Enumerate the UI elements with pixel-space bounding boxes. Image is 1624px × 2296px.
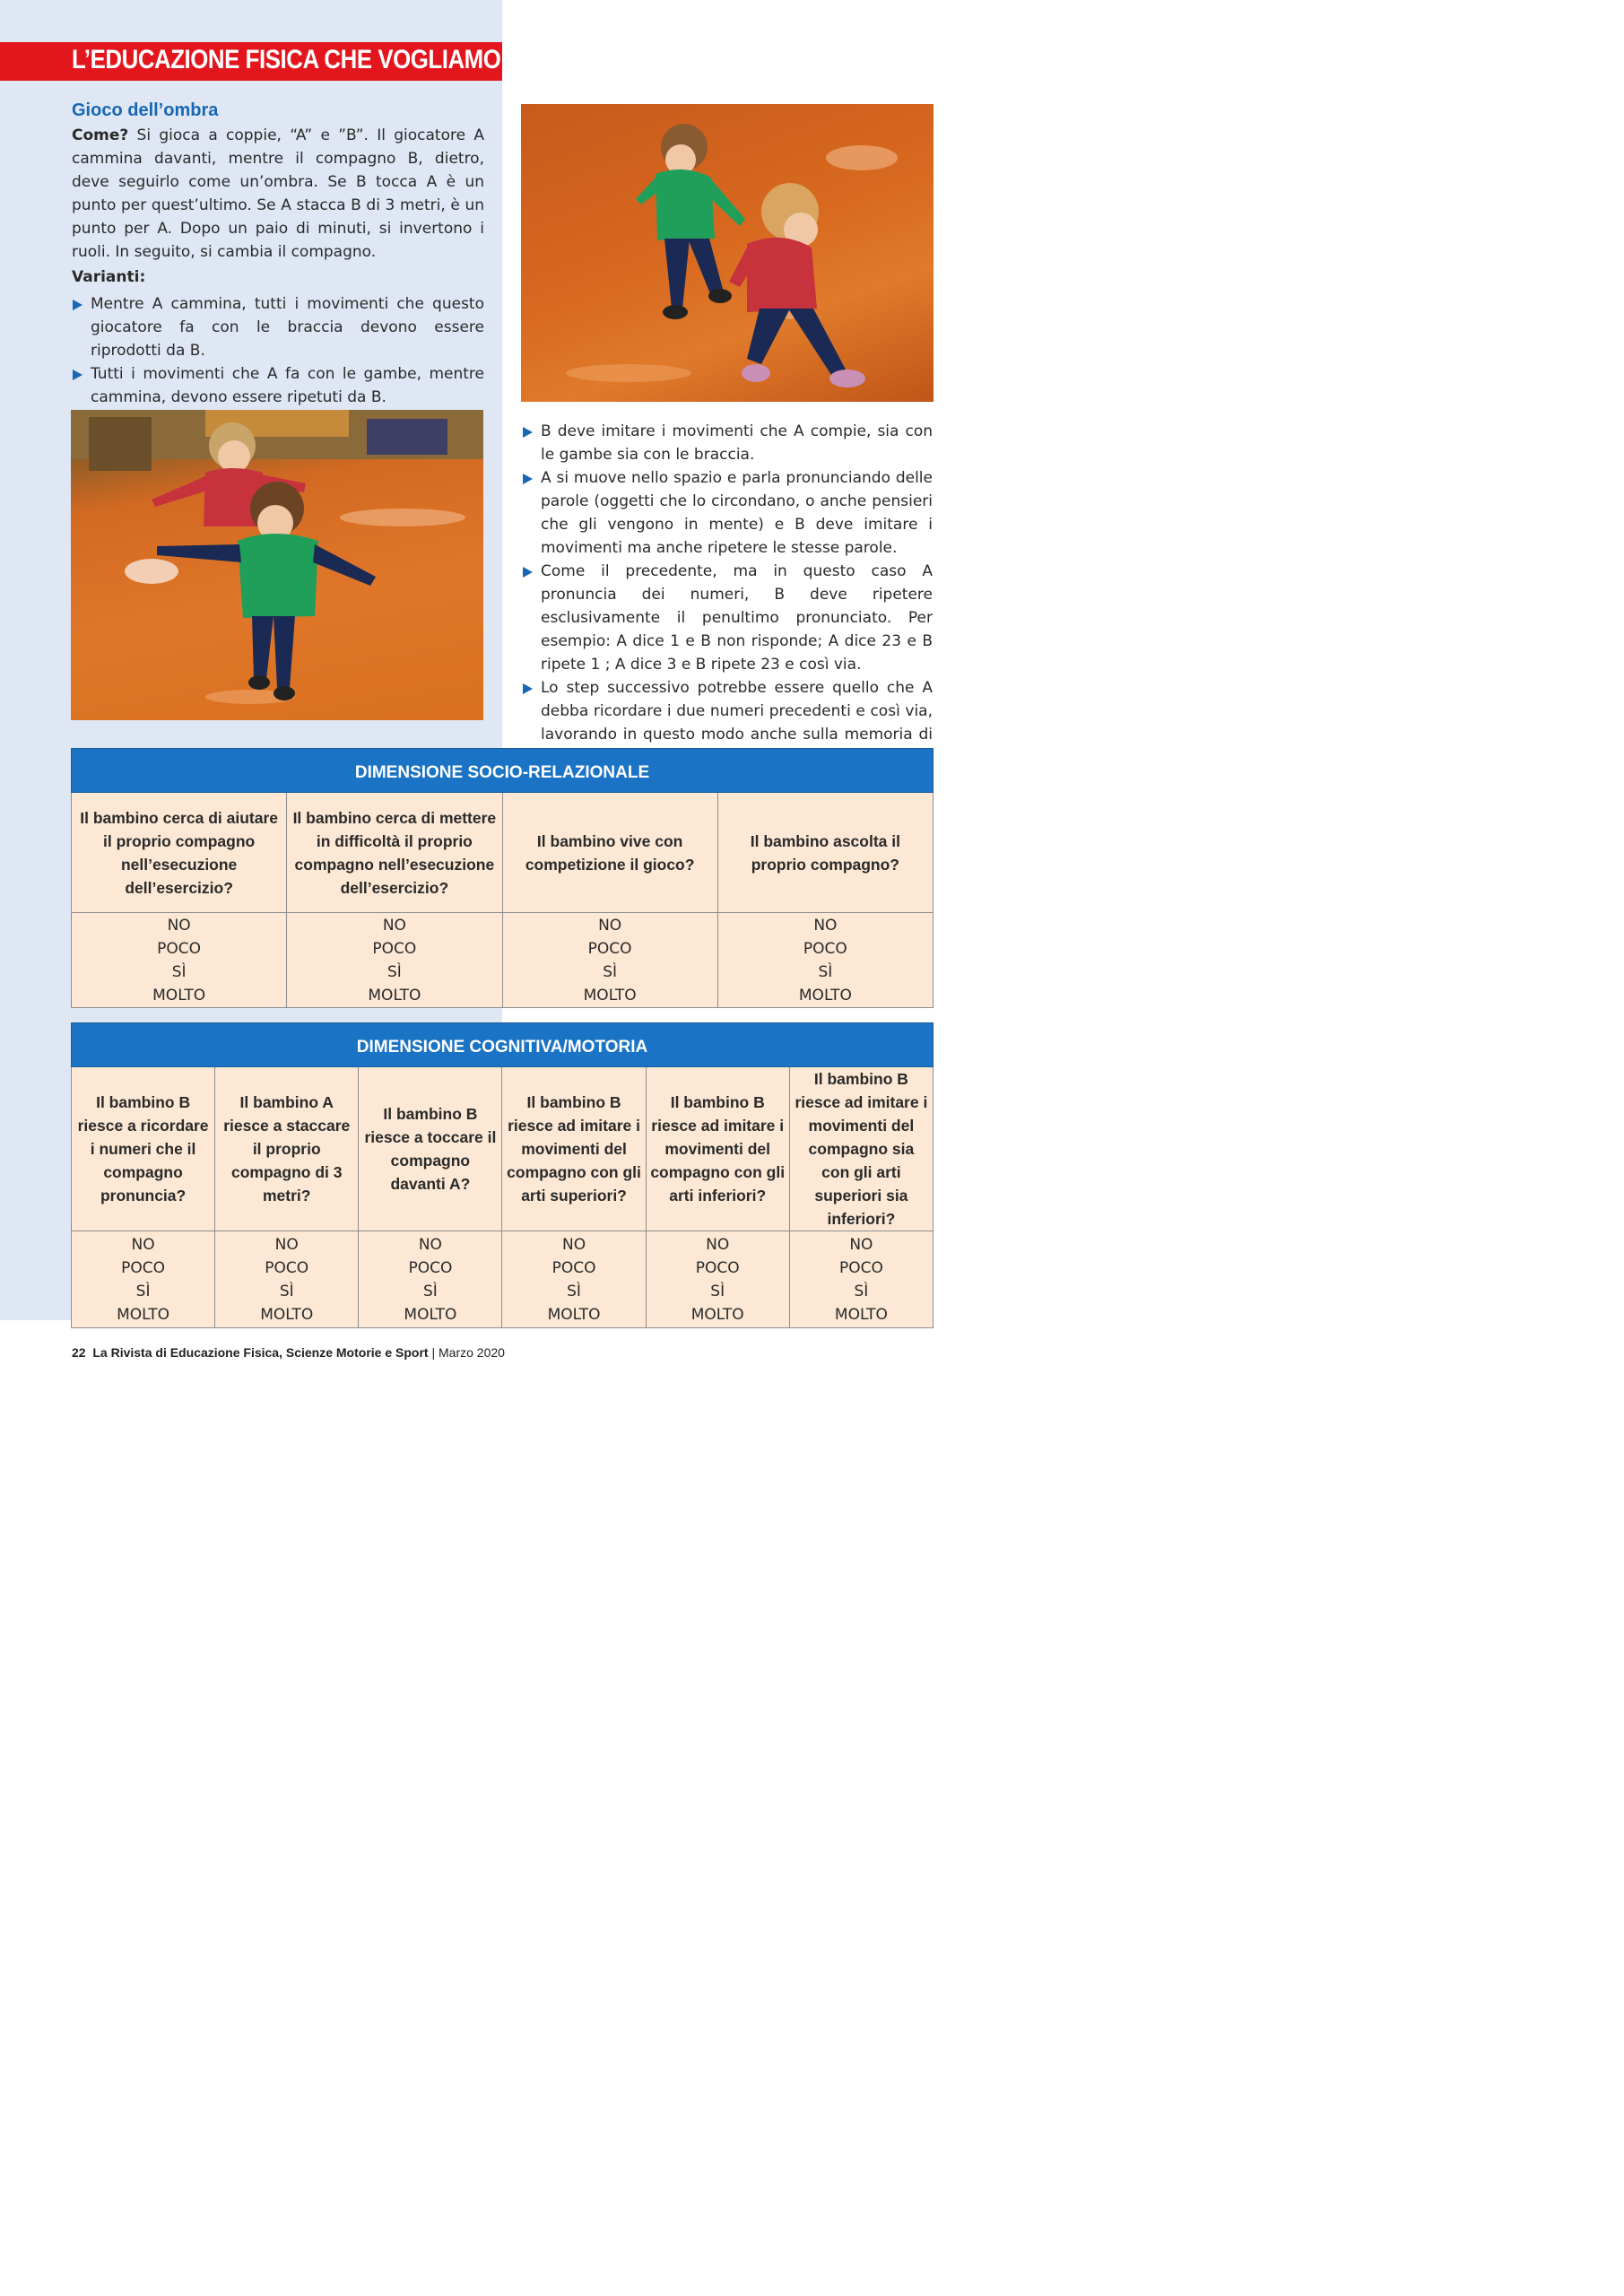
variant-item: Mentre A cammina, tutti i movimenti che questo giocatore fa con le braccia devono essere riprodotti da B. (72, 292, 484, 362)
table-question: Il bambino ascolta il proprio compagno? (717, 793, 933, 913)
bullet-triangle-icon (523, 474, 533, 484)
issue-date: Marzo 2020 (439, 1345, 505, 1360)
bullet-triangle-icon (523, 427, 533, 438)
answer-options: NO POCO SÌ MOLTO (502, 913, 717, 1008)
table-cognitiva-motoria (71, 1022, 934, 1328)
answer-options: NO POCO SÌ MOLTO (215, 1231, 359, 1328)
variant-item: Lo step successivo potrebbe essere quello che A debba ricordare i due numeri precedenti e così via, lavorando in questo modo anche sulla memoria di (522, 676, 933, 770)
table-question: Il bambino B riesce ad imitare i movimenti del compagno con gli arti superiori? (502, 1067, 646, 1231)
magazine-name: La Rivista di Educazione Fisica, Scienze Motorie e Sport (92, 1345, 429, 1360)
how-text: Si gioca a coppie, “A” e ”B”. Il giocatore A cammina davanti, mentre il compagno B, dietro, deve seguirlo come un’ombra. Se B tocca A è un punto per quest’ultimo. Se A stacca B di 3 metri, è un punto per A. Dopo un paio di minuti, si invertono i ruoli. In seguito, si cambia il compagno. (72, 126, 484, 261)
bullet-triangle-icon (73, 300, 83, 310)
photo-children-shadow-game (521, 104, 934, 402)
table-title: DIMENSIONE COGNITIVA/MOTORIA (72, 1023, 934, 1067)
page-number: 22 (72, 1345, 86, 1360)
answer-options: NO POCO SÌ MOLTO (72, 1231, 215, 1328)
answer-options: NO POCO SÌ MOLTO (72, 913, 287, 1008)
table-question: Il bambino B riesce a ricordare i numeri che il compagno pronuncia? (72, 1067, 215, 1231)
answer-options: NO POCO SÌ MOLTO (287, 913, 502, 1008)
page-footer (72, 1345, 505, 1360)
table-question: Il bambino cerca di mettere in difficoltà il proprio compagno nell’esecuzione dell’esercizio? (287, 793, 502, 913)
variant-item: Tutti i movimenti che A fa con le gambe, mentre cammina, devono essere ripetuti da B. (72, 362, 484, 409)
table-question: Il bambino B riesce ad imitare i movimenti del compagno con gli arti inferiori? (646, 1067, 789, 1231)
variant-item: A si muove nello spazio e parla pronunciando delle parole (oggetti che lo circondano, o anche pensieri che gli vengono in mente) e B deve imitare i movimenti ma anche ripetere le stesse parole. (522, 466, 933, 560)
footer-separator: | (428, 1345, 439, 1360)
variant-item: B deve imitare i movimenti che A compie, sia con le gambe sia con le braccia. (522, 420, 933, 466)
bullet-triangle-icon (73, 370, 83, 380)
how-label: Come? (72, 126, 129, 144)
page-header-title: L’EDUCAZIONE FISICA CHE VOGLIAMO (72, 45, 501, 74)
table-question: Il bambino B riesce a toccare il compagno davanti A? (359, 1067, 502, 1231)
photo-children-arms-spread (71, 410, 483, 720)
game-description (72, 124, 484, 264)
table-question: Il bambino vive con competizione il gioco? (502, 793, 717, 913)
answer-options: NO POCO SÌ MOLTO (646, 1231, 789, 1328)
table-socio-relazionale (71, 748, 934, 1008)
variants-list-right (522, 420, 933, 770)
table-question: Il bambino B riesce ad imitare i movimenti del compagno sia con gli arti superiori sia inferiori? (789, 1067, 933, 1231)
bullet-triangle-icon (523, 567, 533, 578)
answer-options: NO POCO SÌ MOLTO (789, 1231, 933, 1328)
table-question: Il bambino A riesce a staccare il proprio compagno di 3 metri? (215, 1067, 359, 1231)
variant-item: Come il precedente, ma in questo caso A pronuncia dei numeri, B deve ripetere esclusivamente il penultimo pronunciato. Per esempio: A dice 1 e B non risponde; A dice 23 e B ripete 1 ; A dice 3 e B ripete 23 e così via. (522, 560, 933, 676)
table-question: Il bambino cerca di aiutare il proprio compagno nell’esecuzione dell’esercizio? (72, 793, 287, 913)
table-title: DIMENSIONE SOCIO-RELAZIONALE (72, 749, 934, 793)
game-title: Gioco dell’ombra (72, 100, 219, 120)
bullet-triangle-icon (523, 683, 533, 694)
answer-options: NO POCO SÌ MOLTO (359, 1231, 502, 1328)
variants-label: Varianti: (72, 268, 146, 286)
variants-list-left (72, 292, 484, 409)
answer-options: NO POCO SÌ MOLTO (717, 913, 933, 1008)
answer-options: NO POCO SÌ MOLTO (502, 1231, 646, 1328)
